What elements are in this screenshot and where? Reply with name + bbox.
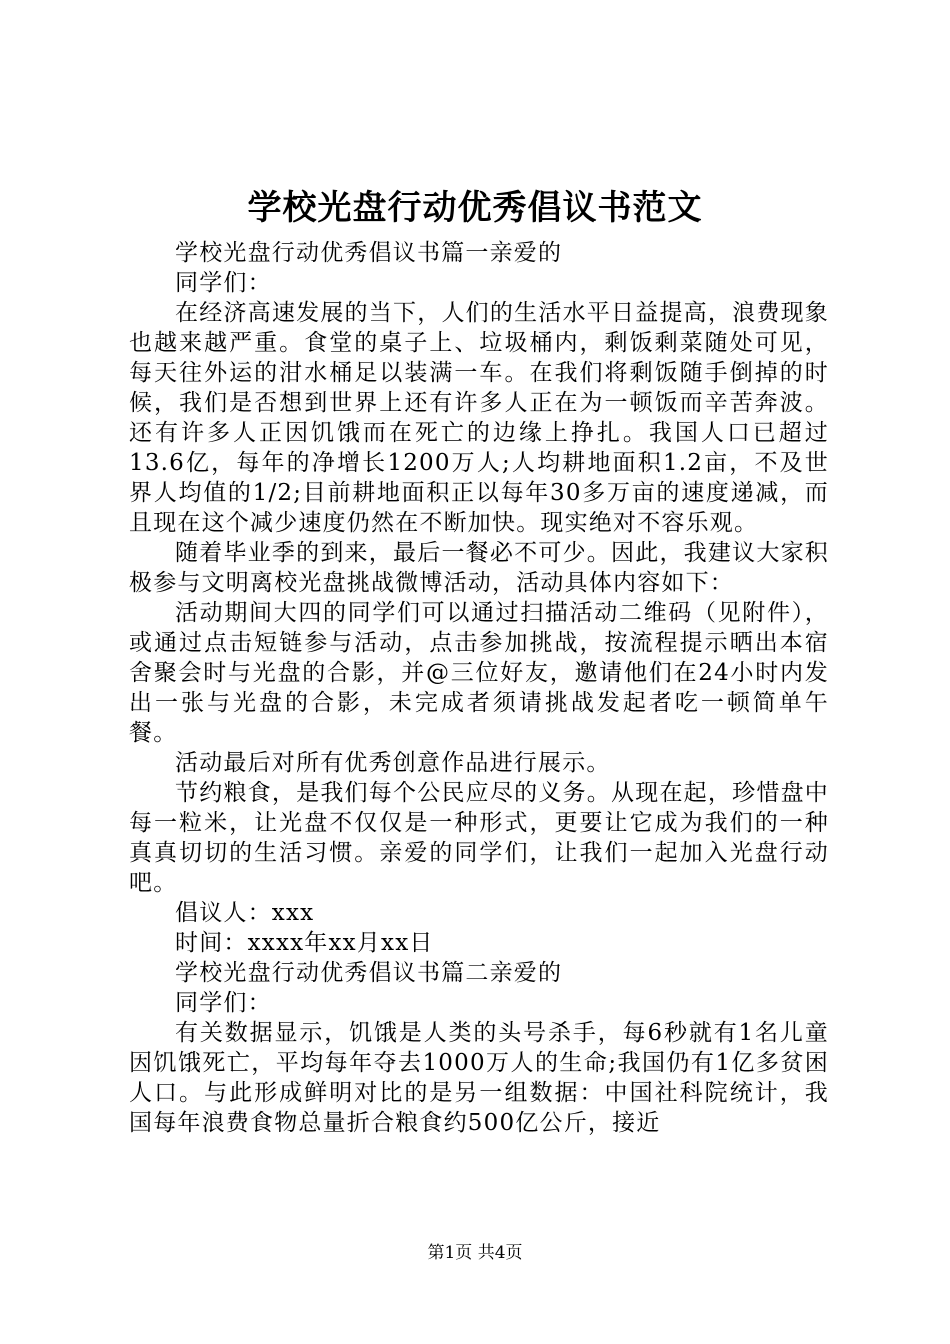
paragraph: 学校光盘行动优秀倡议书篇二亲爱的	[175, 960, 563, 986]
document-body	[129, 238, 829, 1138]
page-footer: 第1页 共4页	[427, 1243, 523, 1263]
paragraph: 同学们：	[175, 270, 272, 296]
signature-line: 倡议人：xxx	[175, 900, 315, 926]
paragraph: 活动最后对所有优秀创意作品进行展示。	[175, 750, 611, 776]
paragraph: 同学们：	[175, 990, 272, 1016]
date-line: 时间：xxxx年xx月xx日	[175, 930, 434, 956]
paragraph: 在经济高速发展的当下，人们的生活水平日益提高，浪费现象也越来越严重。食堂的桌子上、垃圾桶内，剩饭剩菜随处可见，每天往外运的泔水桶足以装满一车。在我们将剩饭随手倒掉的时候，我们是否想到世界上还有许多人正在为一顿饭而辛苦奔波。还有许多人正因饥饿而在死亡的边缘上挣扎。我国人口已超过13.6亿，每年的净增长1200万人;人均耕地面积1.2亩，不及世界人均值的1/2;目前耕地面积正以每年30多万亩的速度递减，而且现在这个减少速度仍然在不断加快。现实绝对不容乐观。	[129, 300, 829, 536]
paragraph: 活动期间大四的同学们可以通过扫描活动二维码（见附件），或通过点击短链参与活动，点击参加挑战，按流程提示晒出本宿舍聚会时与光盘的合影，并@三位好友，邀请他们在24小时内发出一张与光盘的合影，未完成者须请挑战发起者吃一顿简单午餐。	[129, 600, 829, 746]
paragraph: 节约粮食，是我们每个公民应尽的义务。从现在起，珍惜盘中每一粒米，让光盘不仅仅是一种形式，更要让它成为我们的一种真真切切的生活习惯。亲爱的同学们，让我们一起加入光盘行动吧。	[129, 780, 829, 896]
document-title: 学校光盘行动优秀倡议书范文	[247, 188, 703, 228]
paragraph: 学校光盘行动优秀倡议书篇一亲爱的	[175, 240, 563, 266]
paragraph: 有关数据显示，饥饿是人类的头号杀手，每6秒就有1名儿童因饥饿死亡，平均每年夺去1000万人的生命;我国仍有1亿多贫困人口。与此形成鲜明对比的是另一组数据：中国社科院统计，我国每年浪费食物总量折合粮食约500亿公斤，接近	[129, 1020, 829, 1136]
paragraph: 随着毕业季的到来，最后一餐必不可少。因此，我建议大家积极参与文明离校光盘挑战微博活动，活动具体内容如下：	[129, 540, 829, 596]
